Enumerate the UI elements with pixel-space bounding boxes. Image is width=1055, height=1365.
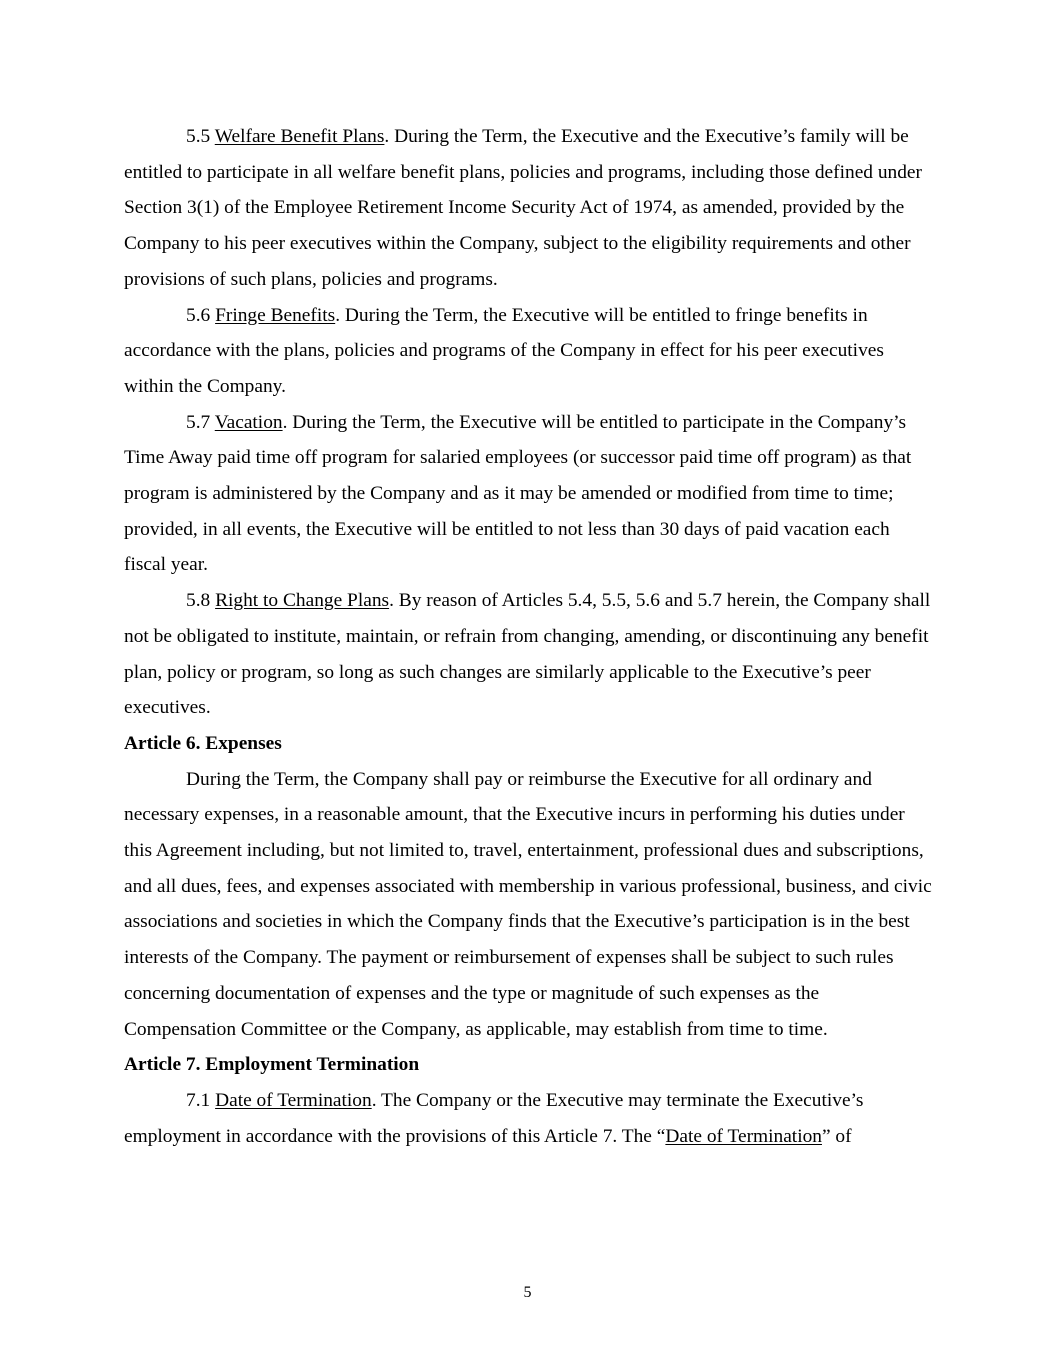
document-page	[124, 119, 934, 1154]
section-body: . During the Term, the Executive will be entitled to participate in the Company’s Time Away paid time off program for salaried employees (or successor paid time off program) as that program is administered by the Company and as it may be amended or modified from time to time; provided, in all events, the Executive will be entitled to not less than 30 days of paid vacation each fiscal year.	[124, 411, 912, 576]
section-body: . By reason of Articles 5.4, 5.5, 5.6 and 5.7 herein, the Company shall not be obligated to institute, maintain, or refrain from changing, amending, or discontinuing any benefit plan, policy or program, so long as such changes are similarly applicable to the Executive’s peer executives.	[124, 590, 931, 719]
section-number: 5.7	[186, 411, 215, 433]
section-5-5	[124, 119, 934, 298]
section-7-1	[124, 1083, 934, 1154]
section-title: Fringe Benefits	[215, 304, 336, 326]
section-tail: ” of	[821, 1125, 852, 1147]
section-number: 5.6	[186, 304, 216, 326]
section-title: Date of Termination	[215, 1089, 372, 1111]
section-body: . During the Term, the Executive and the Executive’s family will be entitled to participate in all welfare benefit plans, policies and programs, including those defined under Section 3(1) of the Employee Retirement Income Security Act of 1974, as amended, provided by the Company to his peer executives within the Company, subject to the eligibility requirements and other provisions of such plans, policies and programs.	[124, 126, 922, 290]
section-5-7	[124, 405, 934, 584]
page-number: 5	[523, 1284, 532, 1301]
section-title: Vacation	[214, 411, 283, 433]
article-6-heading: Article 6. Expenses	[124, 732, 282, 754]
article-7-heading: Article 7. Employment Termination	[124, 1054, 420, 1076]
section-number: 5.8	[186, 590, 216, 612]
section-body: . During the Term, the Executive will be entitled to fringe benefits in accordance with the plans, policies and programs of the Company in effect for his peer executives within the Company.	[124, 304, 884, 397]
section-title: Welfare Benefit Plans	[214, 126, 385, 147]
section-5-6	[124, 298, 934, 405]
article-6-body: During the Term, the Company shall pay or reimburse the Executive for all ordinary and necessary expenses, in a reasonable amount, that the Executive incurs in performing his duties under this Agreement including, but not limited to, travel, entertainment, professional dues and subscriptions, and all dues, fees, and expenses associated with membership in various professional, business, and civic associations and societies in which the Company finds that the Executive’s participation is in the best interests of the Company. The payment or reimbursement of expenses shall be subject to such rules concerning documentation of expenses and the type or magnitude of such expenses as the Compensation Committee or the Company, as applicable, may establish from time to time.	[124, 768, 932, 1040]
section-number: 7.1	[186, 1089, 216, 1111]
section-5-8	[124, 583, 934, 726]
section-title: Right to Change Plans	[215, 590, 390, 612]
section-body: . The Company or the Executive may terminate the Executive’s employment in accordance with the provisions of this Article 7. The “	[124, 1089, 864, 1147]
defined-term: Date of Termination	[665, 1125, 822, 1147]
section-number: 5.5	[186, 126, 215, 147]
